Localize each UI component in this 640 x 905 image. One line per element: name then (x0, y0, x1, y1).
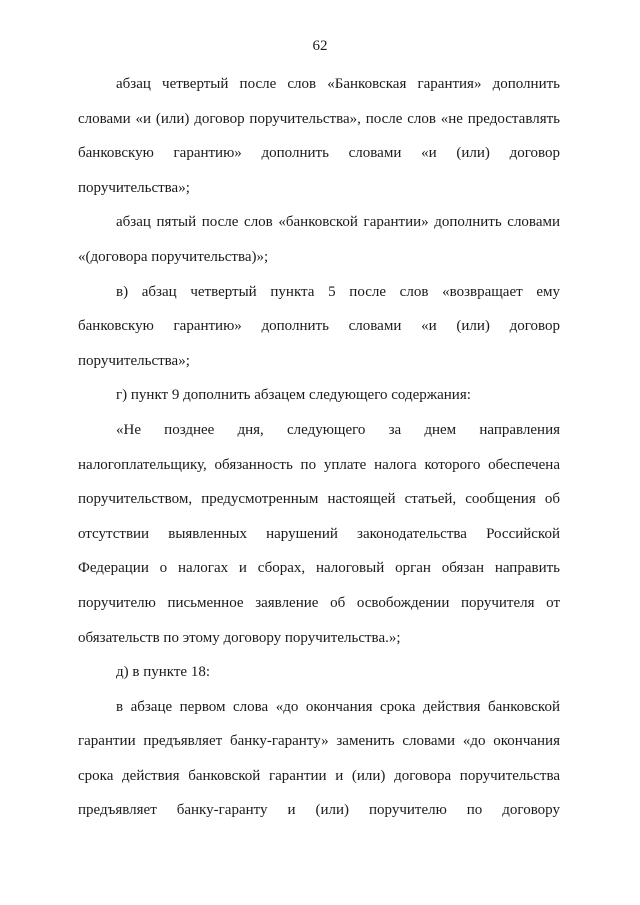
paragraph-7: в абзаце первом слова «до окончания срока действия банковской гарантии предъявляет банку-гаранту» заменить словами «до окончания срока действия банковской гарантии и (или) договора поручительства предъявляет банку-гаранту и (или) поручителю по договору (78, 698, 560, 819)
document-body (78, 67, 560, 828)
paragraph-2: абзац пятый после слов «банковской гарантии» дополнить словами «(договора поручительства)»; (78, 214, 560, 265)
paragraph-3: в) абзац четвертый пункта 5 после слов «возвращает ему банковскую гарантию» дополнить словами «и (или) договор поручительства»; (78, 283, 560, 369)
paragraph-6: д) в пункте 18: (116, 664, 210, 681)
paragraph-1: абзац четвертый после слов «Банковская гарантия» дополнить словами «и (или) договор поручительства», после слов «не предоставлять банковскую гарантию» дополнить словами «и (или) договор поручительства»; (78, 76, 560, 196)
paragraph-5: «Не позднее дня, следующего за днем направления налогоплательщику, обязанность по уплате налога которого обеспечена поручительством, предусмотренным настоящей статьей, сообщения об отсутствии выявленных нарушений законодательства Российской Федерации о налогах и сборах, налоговый орган обязан направить поручителю письменное заявление об освобождении поручителя от обязательств по этому договору поручительства.»; (78, 421, 560, 646)
paragraph-4: г) пункт 9 дополнить абзацем следующего содержания: (116, 387, 471, 404)
page-number: 62 (312, 38, 328, 54)
